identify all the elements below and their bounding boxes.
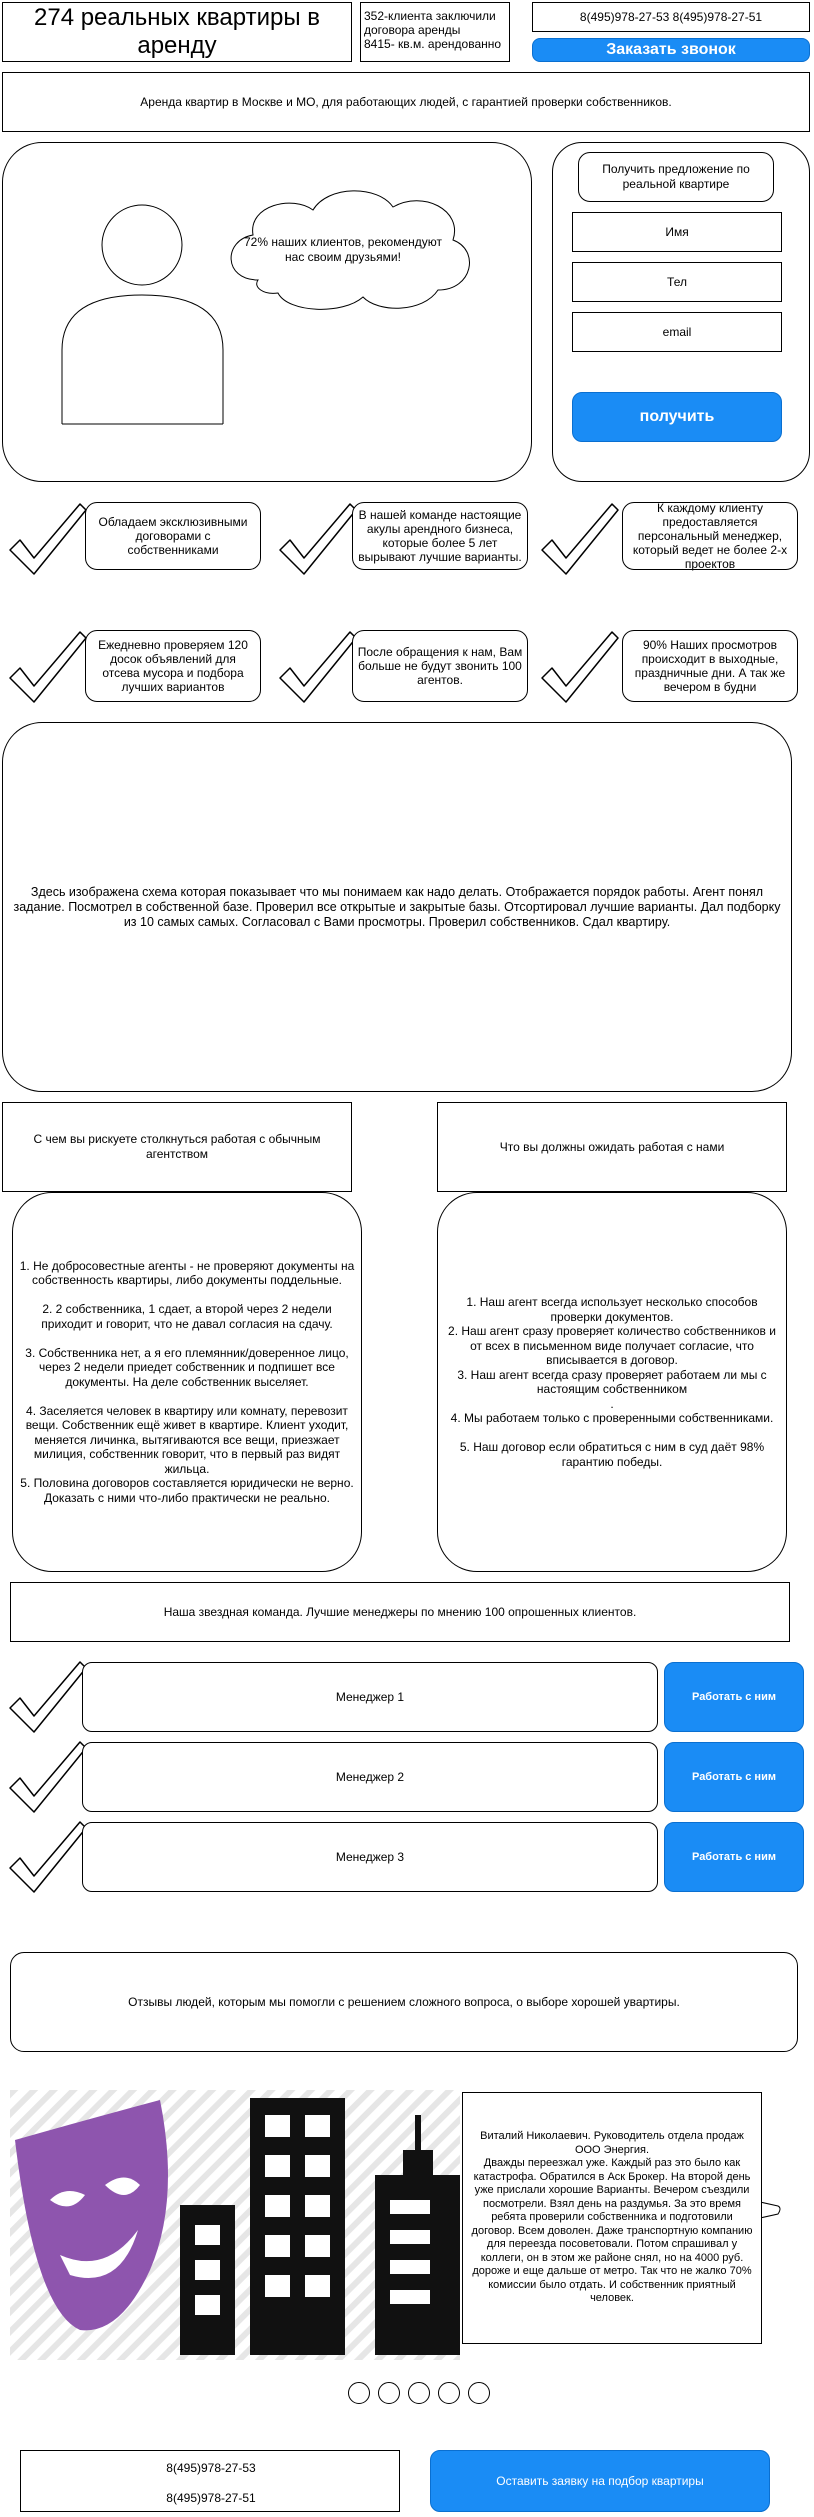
benefit-text: К каждому клиенту предоставляется персональный менеджер, который ведет не более 2-х проектов [632,501,788,571]
offer-title [578,152,774,202]
manager-name: Менеджер 2 [335,1770,405,1784]
risk-title [2,1102,352,1192]
carousel-dot[interactable] [348,2382,370,2404]
benefit-card [85,502,261,570]
review-quote [462,2092,762,2344]
name-input-placeholder: Имя [665,225,689,239]
subtitle: Аренда квартир в Москве и МО, для работающих людей, с гарантией проверки собственников. [140,95,672,109]
page-title: 274 реальных квартиры в аренду [34,4,320,59]
team-title-text: Наша звездная команда. Лучшие менеджеры по мнению 100 опрошенных клиентов. [163,1605,637,1619]
risk-title-text: С чем вы рискуете столкнуться работая с обычным агентством [33,1132,321,1161]
check-icon [8,1660,88,1734]
expect-text: 1. Наш агент всегда использует несколько способов проверки документов. 2. Наш агент сразу проверяет количество собственников и от всех в письменном виде получает согласие, что вписывается в договор. 3. Наш агент всегда сразу проверяет работаем ли мы с настоящим собственником . 4. Мы работаем только с проверенными собственниками. 5. Наш договор если обратиться с ним в суд даёт 98% гарантию победы. [448,1295,776,1469]
quote-callout-tail [760,2200,784,2224]
work-with-manager-button[interactable]: Работать с ним [664,1742,804,1812]
check-icon [540,502,620,576]
benefit-card [352,502,528,570]
manager-name: Менеджер 1 [335,1690,405,1704]
speech-text: 72% наших клиентов, рекомендуют нас своим друзьями! [244,235,442,264]
check-icon [8,1740,88,1814]
carousel-dot[interactable] [378,2382,400,2404]
get-offer-button[interactable]: получить [572,392,782,442]
person-icon [60,200,225,425]
footer-phone-1[interactable]: 8(495)978-27-53 [166,2461,256,2475]
order-call-button[interactable]: Заказать звонок [532,38,810,62]
carousel-dot[interactable] [438,2382,460,2404]
check-icon [8,502,88,576]
check-icon [8,630,88,704]
manager-card [82,1742,658,1812]
name-input[interactable] [572,212,782,252]
header-phones-text: 8(495)978-27-53 8(495)978-27-51 [579,10,763,24]
benefit-card [85,630,261,702]
scheme-panel [2,722,792,1092]
team-title [10,1582,790,1642]
review-quote-text: Виталий Николаевич. Руководитель отдела продаж ООО Энергия. Дважды переезжал уже. Каждый раз это было как катастрофа. Обратился в Аск Брокер. На второй день уже прислали хорошие Варианты. Вечером съездили посмотрели. Взял день на раздумья. За это время ребята проверили собственника и подготовили договор. Всем доволен. Даже транспортную компанию для переезда посоветовали. Потом спрашивал у коллеги, он в этом же районе снял, но на 4000 руб. дороже и еще дальше от метро. Так что не жалко 70% комиссии было отдать. И собственник приятный человек. [471,2130,753,2305]
manager-card [82,1822,658,1892]
phone-input-placeholder: Тел [667,275,687,289]
review-image [10,2090,460,2360]
header-phones [532,2,810,32]
footer-phones [20,2450,400,2512]
check-icon [540,630,620,704]
benefit-text: 90% Наших просмотров происходит в выходные, праздничные дни. А так же вечером в будни [634,638,786,694]
benefit-card [352,630,528,702]
carousel-dot[interactable] [468,2382,490,2404]
request-apartment-button[interactable]: Оставить заявку на подбор квартиры [430,2450,770,2512]
check-icon [278,502,358,576]
expect-panel [437,1192,787,1572]
check-icon [278,630,358,704]
benefit-text: Обладаем эксклюзивными договорами с собственниками [98,515,248,557]
stats-text: 352-клиента заключили договора аренды 8415- кв.м. арендованно [364,9,502,51]
expect-title-text: Что вы должны ожидать работая с нами [499,1139,725,1154]
check-icon [8,1820,88,1894]
email-input[interactable] [572,312,782,352]
benefit-card [622,502,798,570]
page-title-box [2,2,352,62]
benefit-text: После обращения к нам, Вам больше не будут звонить 100 агентов. [357,645,523,687]
benefit-card [622,630,798,702]
manager-name: Менеджер 3 [335,1850,405,1864]
benefit-text: Ежедневно проверяем 120 досок объявлений для отсева мусора и подбора лучших вариантов [98,638,248,694]
risk-text: 1. Не добросовестные агенты - не проверяют документы на собственность квартиры, либо документы поддельные. 2. 2 собственника, 1 сдает, а второй через 2 недели приходит и говорит, что не давал согласия на сдачу. 3. Собственника нет, а я его племянник/доверенное лицо, через 2 недели приедет собственник и подпишет все документы. На деле собственник выселяет. 4. Заселяется человек в квартиру или комнату, перевозит вещи. Собственник ещё живет в квартире. Клиент уходит, меняется личинка, вытягиваются все вещи, приезжает милиция, собственник говорит, что в первый раз видят жильца. 5. Половина договоров составляется юридически не верно. Доказать с ними что-либо практически не реально. [19,1258,355,1505]
phone-input[interactable] [572,262,782,302]
risk-panel [12,1192,362,1572]
scheme-text: Здесь изображена схема которая показывает что мы понимаем как надо делать. Отображается порядок работы. Агент понял задание. Посмотрел в собственной базе. Проверил все открытые и закрытые базы. Отсортировал лучшие варианты. Дал подборку из 10 самых самых. Согласовал с Вами просмотры. Проверил собственников. Сдал квартиру. [13,884,781,929]
benefit-text: В нашей команде настоящие акулы арендного бизнеса, которые более 5 лет вырывают лучшие варианты. [358,508,522,564]
footer-phone-2[interactable]: 8(495)978-27-51 [166,2491,256,2505]
subtitle-box [2,72,810,132]
reviews-title [10,1952,798,2052]
reviews-title-text: Отзывы людей, которым мы помогли с решением сложного вопроса, о выборе хорошей увартиры. [128,1995,680,2009]
carousel-dot[interactable] [408,2382,430,2404]
work-with-manager-button[interactable]: Работать с ним [664,1662,804,1732]
offer-title-text: Получить предложение по реальной квартире [602,162,750,191]
expect-title [437,1102,787,1192]
manager-card [82,1662,658,1732]
work-with-manager-button[interactable]: Работать с ним [664,1822,804,1892]
email-input-placeholder: email [662,325,692,339]
stats-box [360,2,510,62]
